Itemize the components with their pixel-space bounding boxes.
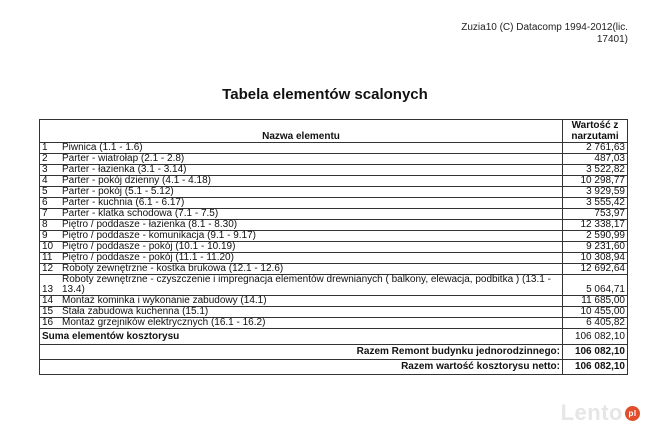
row-value: 11 685,00 <box>563 296 628 307</box>
copyright-line-2: 17401) <box>596 34 628 45</box>
page-title: Tabela elementów scalonych <box>222 86 428 103</box>
total-row-building <box>40 345 628 360</box>
table-row <box>40 242 628 253</box>
row-element-name: Parter - kuchnia (6.1 - 6.17) <box>60 198 563 209</box>
row-element-name: Montaż grzejników elektrycznych (16.1 - 16.2) <box>60 318 563 329</box>
row-value: 9 231,60 <box>563 242 628 253</box>
table-row <box>40 264 628 275</box>
total-row-net <box>40 360 628 375</box>
row-value: 753,97 <box>563 209 628 220</box>
sum-row <box>40 329 628 345</box>
row-element-name: Roboty zewnętrzne - kostka brukowa (12.1 - 12.6) <box>60 264 563 275</box>
row-number: 16 <box>40 318 61 329</box>
row-element-name: Piwnica (1.1 - 1.6) <box>60 143 563 154</box>
row-number: 5 <box>40 187 61 198</box>
row-value: 2 590,99 <box>563 231 628 242</box>
table-row <box>40 187 628 198</box>
row-element-name: Parter - wiatrołap (2.1 - 2.8) <box>60 154 563 165</box>
row-number: 10 <box>40 242 61 253</box>
table-row <box>40 165 628 176</box>
total-value-building: 106 082,10 <box>563 345 628 360</box>
table-row <box>40 143 628 154</box>
table-header-row <box>40 120 628 143</box>
row-value: 3 522,82 <box>563 165 628 176</box>
row-number: 11 <box>40 253 61 264</box>
table-row <box>40 231 628 242</box>
row-element-name: Parter - pokój dzienny (4.1 - 4.18) <box>60 176 563 187</box>
row-number: 13 <box>40 275 61 296</box>
row-value: 10 308,94 <box>563 253 628 264</box>
table-row <box>40 176 628 187</box>
table-row <box>40 275 628 296</box>
table-row <box>40 296 628 307</box>
row-number: 1 <box>40 143 61 154</box>
total-value-net: 106 082,10 <box>563 360 628 375</box>
row-element-name: Piętro / poddasze - pokój (11.1 - 11.20) <box>60 253 563 264</box>
row-number: 15 <box>40 307 61 318</box>
row-value: 10 298,77 <box>563 176 628 187</box>
row-element-name: Piętro / poddasze - komunikacja (9.1 - 9.17) <box>60 231 563 242</box>
row-number: 8 <box>40 220 61 231</box>
column-header-value-line-2: narzutami <box>571 131 619 142</box>
column-header-value <box>563 120 628 143</box>
table-row <box>40 307 628 318</box>
row-number: 3 <box>40 165 61 176</box>
row-element-name: Roboty zewnętrzne - czyszczenie i impregnacja elementów drewnianych ( balkony, elewacja, podbitka ) (13.1 - 13.4) <box>60 275 563 296</box>
column-header-value-line-1: Wartość z <box>571 120 619 131</box>
row-number: 7 <box>40 209 61 220</box>
table-row <box>40 318 628 329</box>
row-number: 12 <box>40 264 61 275</box>
copyright-line-1: Zuzia10 (C) Datacomp 1994-2012(lic. <box>461 22 628 33</box>
row-element-name: Parter - klatka schodowa (7.1 - 7.5) <box>60 209 563 220</box>
total-label-building: Razem Remont budynku jednorodzinnego: <box>40 345 563 360</box>
sum-label: Suma elementów kosztorysu <box>40 329 563 345</box>
table-row <box>40 220 628 231</box>
lento-watermark-logo <box>561 400 640 426</box>
row-number: 9 <box>40 231 61 242</box>
row-number: 6 <box>40 198 61 209</box>
row-value: 6 405,82 <box>563 318 628 329</box>
row-value: 2 761,63 <box>563 143 628 154</box>
table-row <box>40 253 628 264</box>
elements-table <box>39 119 628 375</box>
row-number: 14 <box>40 296 61 307</box>
row-value: 12 692,64 <box>563 264 628 275</box>
row-value: 487,03 <box>563 154 628 165</box>
copyright-notice <box>408 22 628 46</box>
row-value: 3 555,42 <box>563 198 628 209</box>
row-element-name: Piętro / poddasze - pokój (10.1 - 10.19) <box>60 242 563 253</box>
row-value: 5 064,71 <box>563 275 628 296</box>
row-element-name: Montaż kominka i wykonanie zabudowy (14.1) <box>60 296 563 307</box>
column-header-name: Nazwa elementu <box>40 120 563 143</box>
sum-value: 106 082,10 <box>563 329 628 345</box>
row-element-name: Piętro / poddasze - łazienka (8.1 - 8.30) <box>60 220 563 231</box>
table-row <box>40 154 628 165</box>
row-value: 10 455,00 <box>563 307 628 318</box>
row-value: 3 929,59 <box>563 187 628 198</box>
table-row <box>40 198 628 209</box>
table-row <box>40 209 628 220</box>
row-number: 4 <box>40 176 61 187</box>
row-element-name: Parter - łazienka (3.1 - 3.14) <box>60 165 563 176</box>
row-element-name: Parter - pokój (5.1 - 5.12) <box>60 187 563 198</box>
total-label-net: Razem wartość kosztorysu netto: <box>40 360 563 375</box>
watermark-text: Lento <box>560 400 623 425</box>
row-value: 12 338,17 <box>563 220 628 231</box>
row-element-name: Stała zabudowa kuchenna (15.1) <box>60 307 563 318</box>
row-number: 2 <box>40 154 61 165</box>
speech-bubble-icon: pl <box>625 406 640 421</box>
